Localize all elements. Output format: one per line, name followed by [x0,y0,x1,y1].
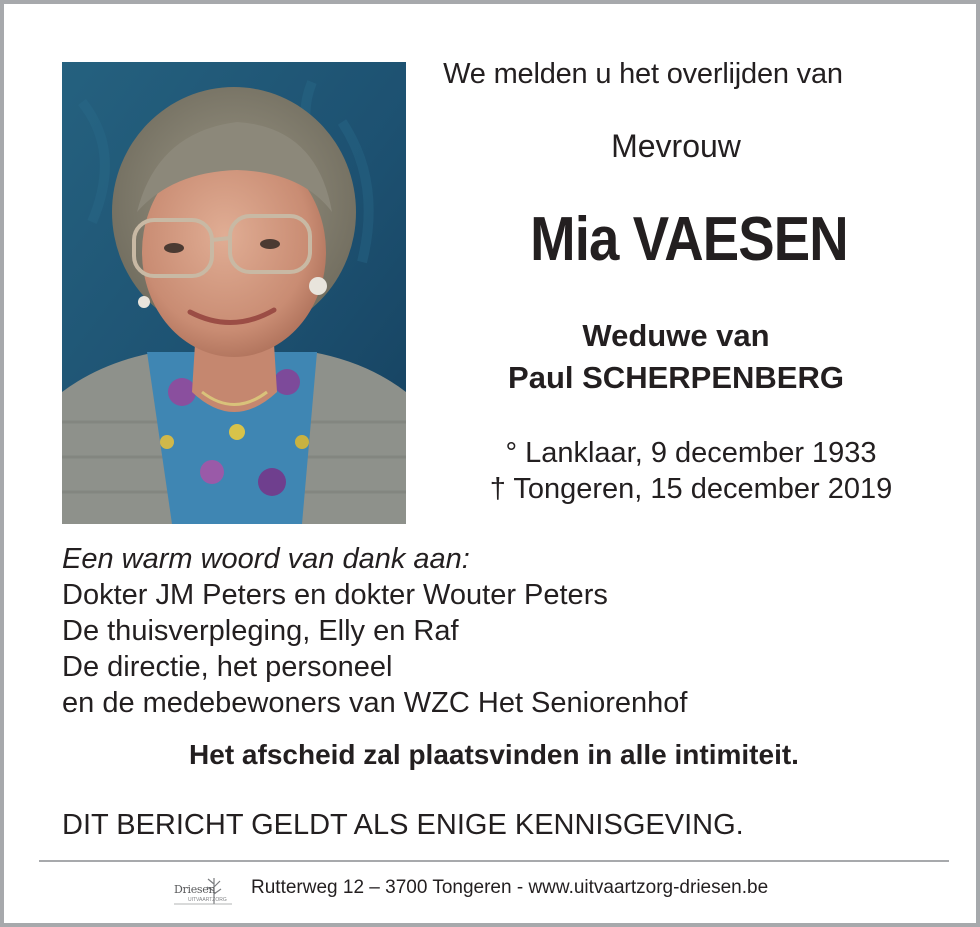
funeral-home-logo [172,874,236,908]
footer [4,874,980,908]
footer-divider [39,860,949,862]
thanks-section [62,541,922,721]
birth-line: ° Lanklaar, 9 december 1933 [505,437,877,469]
logo-subtext: UITVAARTZORG [188,897,227,903]
thanks-intro: Een warm woord van dank aan: [62,543,470,575]
death-line: † Tongeren, 15 december 2019 [489,473,893,505]
footer-address: Rutterweg 12 – 3700 Tongeren - www.uitvaartzorg-driesen.be [251,877,769,898]
thanks-line: Dokter JM Peters en dokter Wouter Peters [62,579,608,611]
portrait-photo [62,62,406,524]
thanks-line: en de medebewoners van WZC Het Seniorenhof [62,687,688,719]
thanks-line: De directie, het personeel [62,651,393,683]
farewell-note: Het afscheid zal plaatsvinden in alle intimiteit. [189,739,799,770]
thanks-line: De thuisverpleging, Elly en Raf [62,615,459,647]
official-notice: DIT BERICHT GELDT ALS ENIGE KENNISGEVING. [62,809,744,841]
spouse-name: Paul SCHERPENBERG [508,360,844,395]
announcement-intro: We melden u het overlijden van [443,58,843,90]
deceased-name: Mia VAESEN [530,205,848,274]
logo-text: Driesen [174,883,216,896]
honorific: Mevrouw [611,128,741,164]
widow-label: Weduwe van [582,318,770,353]
